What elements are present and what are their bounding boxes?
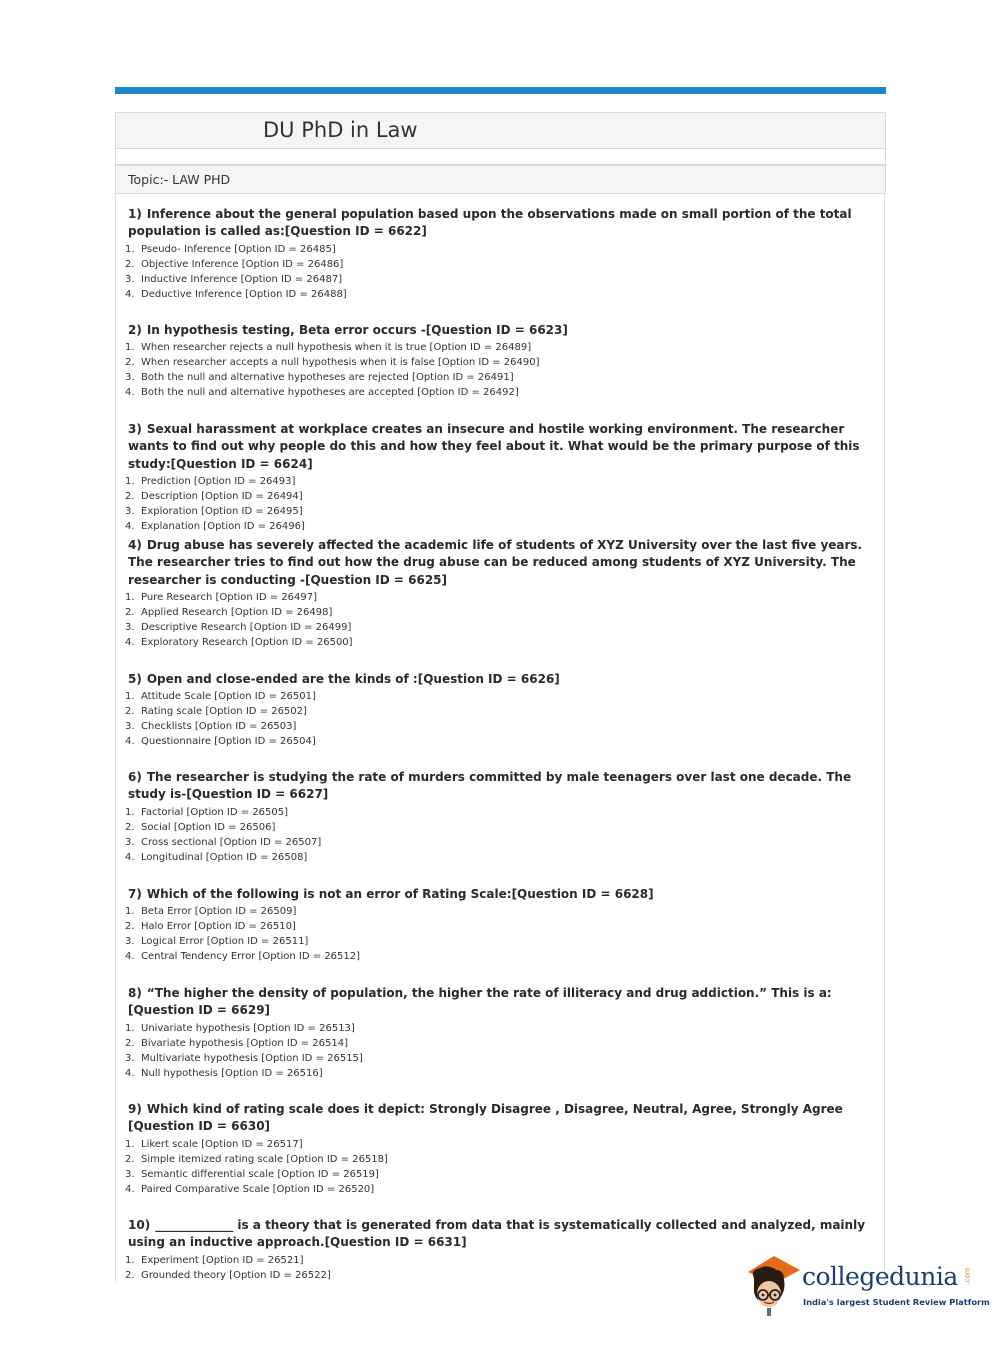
option-item: 2. Simple itemized rating scale [Option ID = 26518] [125,1153,388,1165]
frame-right-border [884,193,885,1283]
options-list [125,242,868,302]
options-list [125,689,868,749]
option-item: 4. Questionnaire [Option ID = 26504] [125,736,316,748]
option-item: 2. Applied Research [Option ID = 26498] [125,607,333,619]
option-item: 3. Exploration [Option ID = 26495] [125,506,303,518]
option-item: 3. Both the null and alternative hypotheses are rejected [Option ID = 26491] [125,372,514,384]
option-item: 2. When researcher accepts a null hypothesis when it is false [Option ID = 26490] [125,357,540,369]
option-item: 4. Exploratory Research [Option ID = 26500] [125,637,353,649]
option-item: 1. Pure Research [Option ID = 26497] [125,592,318,604]
option-item: 1. Factorial [Option ID = 26505] [125,806,289,818]
question-block [125,1101,868,1197]
question-text: 7) Which of the following is not an error of Rating Scale:[Question ID = 6628] [128,887,654,901]
option-item: 2. Grounded theory [Option ID = 26522] [125,1269,331,1281]
option-item: 3. Descriptive Research [Option ID = 26499] [125,622,352,634]
option-item: 3. Multivariate hypothesis [Option ID = 26515] [125,1052,363,1064]
frame-left-border [115,193,116,1283]
logo-domain-suffix: .com [963,1267,972,1285]
question-block [125,985,868,1081]
question-text: 6) The researcher is studying the rate of murders committed by male teenagers over last one decade. The study is-[Question ID = 6627] [128,770,852,802]
options-list [125,805,868,865]
question-block [125,421,868,534]
options-list [125,474,868,534]
option-item: 2. Rating scale [Option ID = 26502] [125,706,307,718]
logo-brand-text: collegedunia [802,1262,958,1291]
topic-header [115,165,886,194]
question-text: 3) Sexual harassment at workplace creates an insecure and hostile working environment. The researcher wants to find out why people do this and how they feel about it. What would be the primary purpose of this study:[Question ID = 6624] [128,422,860,471]
mascot-icon [740,1250,802,1320]
option-item: 2. Social [Option ID = 26506] [125,821,276,833]
header-spacer [115,147,886,165]
option-item: 1. Experiment [Option ID = 26521] [125,1254,304,1266]
title-header [115,112,886,149]
options-list [125,1021,868,1081]
top-accent-bar [115,87,886,94]
option-item: 4. Central Tendency Error [Option ID = 26512] [125,951,361,963]
collegedunia-logo[interactable] [740,1250,990,1320]
options-list [125,1137,868,1197]
question-text: 9) Which kind of rating scale does it depict: Strongly Disagree , Disagree, Neutral, Agree, Strongly Agree [Question ID = 6630] [128,1102,843,1134]
option-item: 2. Objective Inference [Option ID = 26486] [125,258,344,270]
option-item: 4. Paired Comparative Scale [Option ID = 26520] [125,1183,375,1195]
option-item: 4. Both the null and alternative hypotheses are accepted [Option ID = 26492] [125,387,519,399]
topic-label: Topic:- LAW PHD [128,172,231,187]
option-item: 1. Univariate hypothesis [Option ID = 26513] [125,1022,355,1034]
question-text: 8) “The higher the density of population, the higher the rate of illiteracy and drug addiction.” This is a:[Question ID = 6629] [128,986,832,1018]
options-list [125,340,868,400]
option-item: 4. Deductive Inference [Option ID = 26488] [125,288,347,300]
option-item: 4. Longitudinal [Option ID = 26508] [125,851,308,863]
option-item: 1. Likert scale [Option ID = 26517] [125,1138,303,1150]
option-item: 3. Inductive Inference [Option ID = 26487] [125,273,343,285]
option-item: 4. Explanation [Option ID = 26496] [125,521,305,533]
question-text: 5) Open and close-ended are the kinds of :[Question ID = 6626] [128,672,560,686]
option-item: 3. Logical Error [Option ID = 26511] [125,936,309,948]
options-list [125,904,868,964]
option-item: 3. Semantic differential scale [Option ID = 26519] [125,1168,379,1180]
logo-tagline: India's largest Student Review Platform [803,1297,990,1307]
question-text: 10) _____________ is a theory that is generated from data that is systematically collected and analyzed, mainly using an inductive approach.[Question ID = 6631] [128,1218,866,1250]
question-block [125,322,868,400]
option-item: 1. Beta Error [Option ID = 26509] [125,906,297,918]
option-item: 3. Checklists [Option ID = 26503] [125,721,297,733]
option-item: 1. Prediction [Option ID = 26493] [125,476,296,488]
option-item: 1. When researcher rejects a null hypothesis when it is true [Option ID = 26489] [125,342,532,354]
option-item: 2. Bivariate hypothesis [Option ID = 26514] [125,1037,349,1049]
page-title: DU PhD in Law [263,118,418,142]
question-block [125,671,868,749]
option-item: 3. Cross sectional [Option ID = 26507] [125,836,322,848]
option-item: 1. Attitude Scale [Option ID = 26501] [125,691,316,703]
option-item: 4. Null hypothesis [Option ID = 26516] [125,1067,323,1079]
question-text: 2) In hypothesis testing, Beta error occurs -[Question ID = 6623] [128,323,568,337]
question-text: 1) Inference about the general population based upon the observations made on small portion of the total population is called as:[Question ID = 6622] [128,207,852,239]
option-item: 2. Description [Option ID = 26494] [125,491,303,503]
question-block [125,769,868,865]
question-block [125,886,868,964]
question-text: 4) Drug abuse has severely affected the academic life of students of XYZ University over the last five years. The researcher tries to find out how the drug abuse can be reduced among students of XYZ University. The researcher is conducting -[Question ID = 6625] [128,538,863,587]
question-block [125,537,868,650]
options-list [125,590,868,650]
option-item: 1. Pseudo- Inference [Option ID = 26485] [125,243,336,255]
option-item: 2. Halo Error [Option ID = 26510] [125,921,296,933]
question-block [125,206,868,302]
